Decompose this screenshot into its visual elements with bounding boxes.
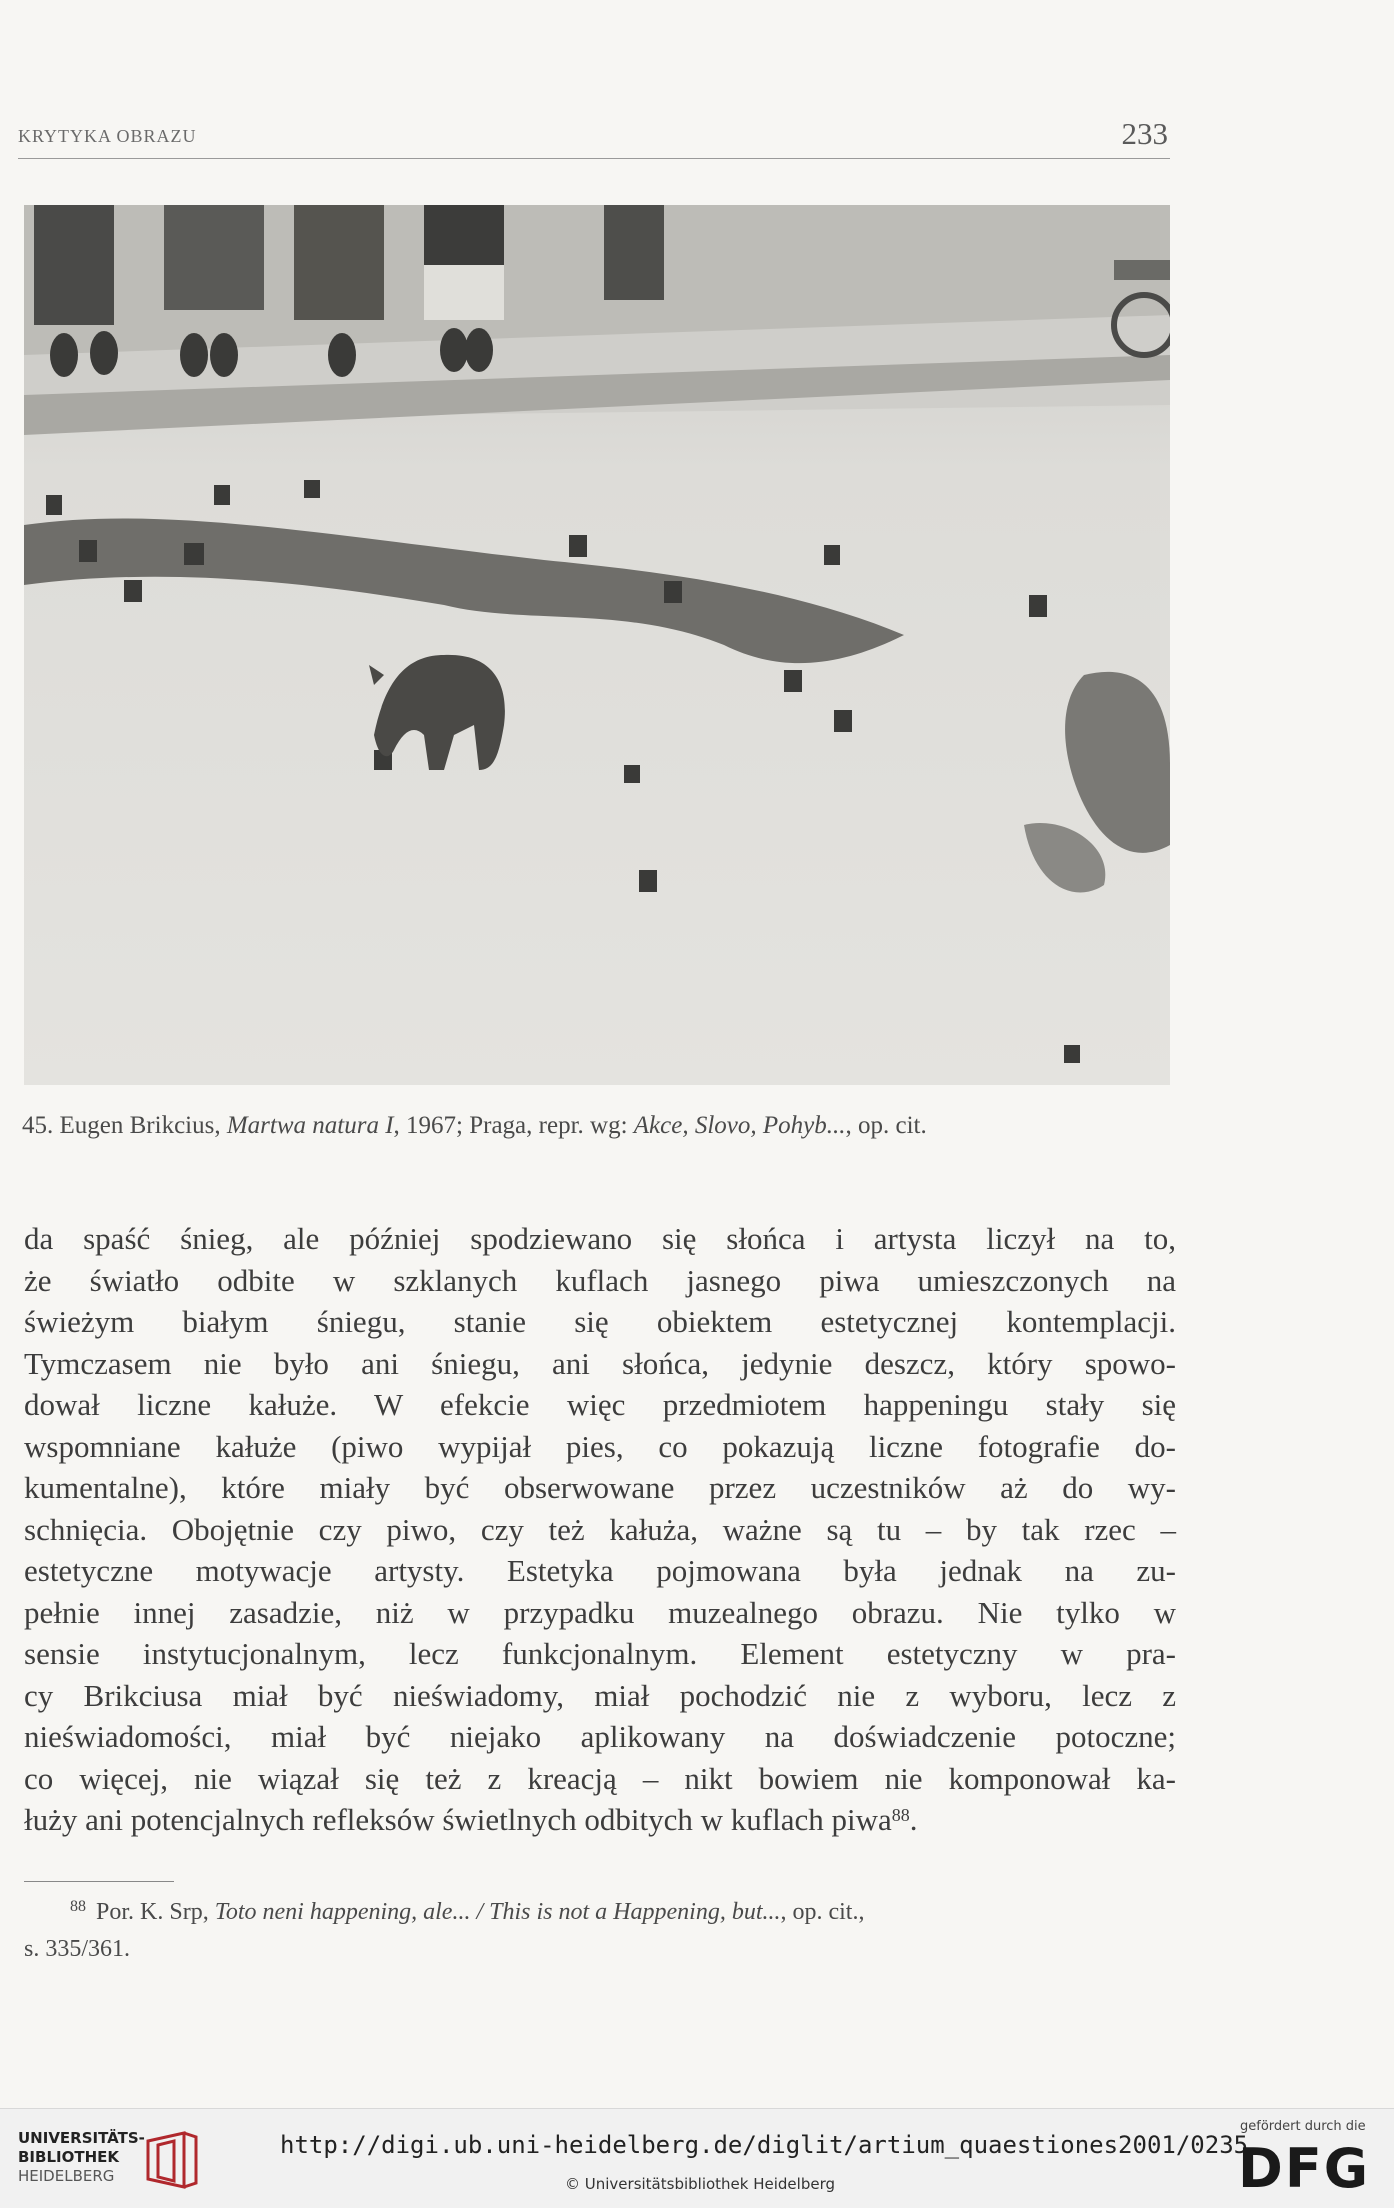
page-number: 233 — [1121, 116, 1168, 151]
footnote-suffix: , op. cit., — [780, 1899, 865, 1925]
text-line: kumentalne), które miały być obserwowane przez uczestników aż do wy- — [24, 1470, 1176, 1505]
library-name-line2: BIBLIOTHEK — [18, 2148, 119, 2166]
funding-label: gefördert durch die — [1240, 2119, 1366, 2134]
text-line: sensie instytucjonalnym, lecz funkcjonalnym. Element estetyczny w pra- — [24, 1636, 1176, 1671]
text-line: że światło odbite w szklanych kuflach jasnego piwa umieszczonych na — [24, 1262, 1176, 1298]
text-line: estetyczne motywacje artysty. Estetyka pojmowana była jednak na zu- — [24, 1553, 1176, 1588]
photo-illustration — [24, 205, 1170, 1085]
footnote — [24, 1895, 1176, 1966]
digitization-footer — [0, 2108, 1394, 2208]
library-name — [18, 2129, 145, 2186]
text-line: da spaść śnieg, ale później spodziewano się słońca i artysta liczył na to, — [24, 1221, 1176, 1256]
caption-source: Akce, Slovo, Pohyb... — [633, 1112, 846, 1139]
footnote-reference[interactable]: 88 — [891, 1805, 910, 1825]
figure-caption — [22, 1112, 1172, 1140]
last-line-text: łuży ani potencjalnych refleksów świetlnych odbitych w kuflach piwa — [24, 1802, 892, 1837]
text-line: pełnie innej zasadzie, niż w przypadku muzealnego obrazu. Nie tylko w — [24, 1594, 1176, 1630]
footnote-divider — [24, 1881, 174, 1882]
text-line: cy Brikciusa miał być nieświadomy, miał pochodzić nie z wyboru, lecz z — [24, 1677, 1176, 1713]
library-emblem-icon — [144, 2131, 200, 2191]
library-name-line3: HEIDELBERG — [18, 2167, 115, 2185]
text-line: Tymczasem nie było ani śniegu, ani słońca, jedynie deszcz, który spowo- — [24, 1345, 1176, 1381]
text-line: schnięcia. Obojętnie czy piwo, czy też kałuża, ważne są tu – by tak rzec – — [24, 1511, 1176, 1547]
text-line: świeżym białym śniegu, stanie się obiektem estetycznej kontemplacji. — [24, 1304, 1176, 1339]
text-line: nieświadomości, miał być niejako aplikowany na doświadczenie potoczne; — [24, 1719, 1176, 1754]
footnote-prefix: Por. K. Srp, — [96, 1899, 215, 1925]
footnote-title: Toto neni happening, ale... / This is not a Happening, but... — [214, 1899, 781, 1925]
running-title: KRYTYKA OBRAZU — [18, 126, 197, 146]
caption-suffix: , op. cit. — [845, 1112, 927, 1139]
text-line: wspomniane kałuże (piwo wypijał pies, co pokazują liczne fotografie do- — [24, 1428, 1176, 1464]
text-line: co więcej, nie wiązał się też z kreacją – nikt bowiem nie komponował ka- — [24, 1760, 1176, 1796]
text-line: dował liczne kałuże. W efekcie więc przedmiotem happeningu stały się — [24, 1387, 1176, 1422]
permalink-url[interactable]: http://digi.ub.uni-heidelberg.de/diglit/artium_quaestiones2001/0235 — [280, 2131, 1249, 2159]
body-paragraph — [24, 1218, 1176, 1841]
library-name-line1: UNIVERSITÄTS- — [18, 2129, 145, 2147]
library-logo[interactable] — [18, 2129, 208, 2199]
caption-title: Martwa natura I — [226, 1112, 394, 1139]
footnote-mark: 88 — [70, 1898, 86, 1915]
last-line-end: . — [909, 1802, 918, 1837]
dfg-logo[interactable]: DFG — [1238, 2137, 1371, 2200]
caption-mid: , 1967; Praga, repr. wg: — [393, 1112, 634, 1139]
caption-prefix: 45. Eugen Brikcius, — [22, 1112, 227, 1139]
text-line-last — [24, 1799, 1176, 1841]
footnote-pages: s. 335/361. — [24, 1936, 131, 1962]
running-header — [18, 112, 1170, 159]
copyright-notice: © Universitätsbibliothek Heidelberg — [565, 2175, 836, 2193]
figure-photo — [24, 205, 1170, 1085]
